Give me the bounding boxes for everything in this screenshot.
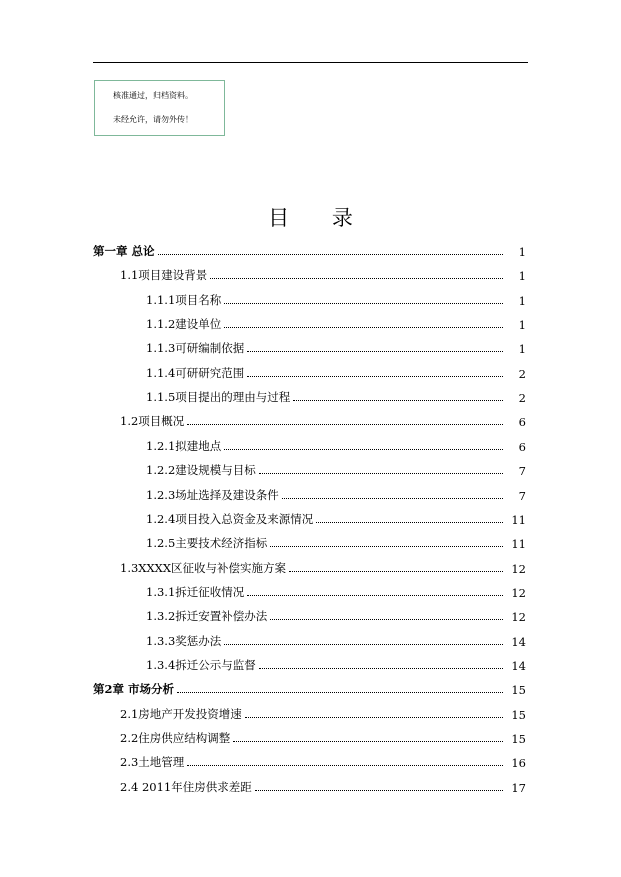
toc-entry-label: 1.1.1项目名称 [146, 292, 222, 307]
toc-entry[interactable] [93, 681, 526, 697]
toc-leader-dots [282, 498, 503, 499]
toc-entry[interactable] [146, 657, 526, 673]
toc-entry-label: 第一章 总论 [93, 244, 155, 258]
toc-entry-page: 6 [518, 439, 526, 454]
toc-entry-page: 7 [518, 488, 526, 503]
toc-entry[interactable] [146, 365, 526, 381]
archive-notice-box [94, 80, 225, 136]
toc-leader-dots [177, 692, 503, 693]
toc-entry[interactable] [120, 267, 526, 283]
toc-leader-dots [187, 424, 503, 425]
toc-entry-page: 12 [511, 561, 526, 576]
toc-leader-dots [245, 717, 503, 718]
toc-entry-label: 1.2.4项目投入总资金及来源情况 [146, 511, 314, 526]
toc-entry-page: 1 [518, 293, 526, 308]
toc-entry-page: 15 [511, 683, 526, 698]
toc-entry-page: 14 [511, 658, 526, 673]
toc-leader-dots [293, 400, 503, 401]
toc-entry-page: 14 [511, 634, 526, 649]
notice-line-1: 核准通过，归档资料。 [113, 91, 193, 100]
toc-leader-dots [224, 644, 503, 645]
toc-entry-label: 第2章 市场分析 [93, 682, 175, 697]
toc-leader-dots [259, 473, 503, 474]
toc-entry-label: 1.2.3场址选择及建设条件 [146, 487, 279, 502]
toc-entry-label: 1.3.2拆迁安置补偿办法 [146, 609, 268, 624]
toc-leader-dots [270, 546, 503, 547]
toc-entry-page: 11 [511, 537, 526, 552]
toc-entry-label: 1.1.4可研研究范围 [146, 365, 245, 380]
notice-line-2: 未经允许，请勿外传！ [113, 115, 193, 124]
toc-entry-label: 1.2.1拟建地点 [146, 438, 222, 453]
toc-entry-label: 1.2.2建设规模与目标 [146, 463, 256, 478]
toc-entry-label: 1.1.5项目提出的理由与过程 [146, 390, 291, 405]
toc-entry[interactable] [146, 438, 526, 454]
toc-entry-label: 1.3.3奖惩办法 [146, 633, 222, 648]
toc-entry-page: 2 [518, 366, 526, 381]
toc-entry[interactable] [146, 340, 526, 356]
toc-entry[interactable] [93, 243, 526, 259]
toc-entry-page: 1 [518, 245, 526, 259]
toc-entry[interactable] [146, 608, 526, 624]
toc-entry[interactable] [120, 779, 526, 795]
toc-entry-label: 1.3.4拆迁公示与监督 [146, 657, 256, 672]
toc-leader-dots [233, 741, 503, 742]
toc-leader-dots [247, 376, 503, 377]
toc-entry[interactable] [146, 389, 526, 405]
toc-entry-label: 1.3XXXX区征收与补偿实施方案 [120, 560, 287, 575]
toc-entry[interactable] [120, 730, 526, 746]
toc-entry[interactable] [120, 754, 526, 770]
toc-leader-dots [187, 765, 503, 766]
toc-leader-dots [247, 351, 503, 352]
toc-entry-page: 15 [511, 732, 526, 746]
toc-entry[interactable] [146, 511, 526, 527]
toc-entry-page: 11 [511, 512, 526, 527]
toc-entry-label: 1.2项目概况 [120, 414, 185, 429]
toc-entry-label: 1.1项目建设背景 [120, 268, 208, 283]
toc-title: 目 录 [268, 206, 371, 230]
toc-entry[interactable] [120, 706, 526, 722]
toc-entry-page: 7 [518, 464, 526, 479]
toc-entry[interactable] [146, 584, 526, 600]
toc-entry-page: 1 [518, 269, 526, 284]
toc-entry-label: 1.1.2建设单位 [146, 317, 222, 332]
toc-leader-dots [259, 668, 503, 669]
toc-entry-page: 1 [518, 318, 526, 333]
header-rule [93, 62, 528, 63]
toc-leader-dots [210, 278, 503, 279]
toc-entry[interactable] [146, 487, 526, 503]
toc-leader-dots [289, 571, 503, 572]
toc-leader-dots [224, 303, 503, 304]
toc-entry-page: 2 [518, 391, 526, 406]
toc-leader-dots [270, 619, 503, 620]
toc-leader-dots [158, 254, 503, 255]
toc-entry-page: 12 [511, 585, 526, 600]
toc-entry-label: 2.1房地产开发投资增速 [120, 706, 242, 721]
toc-entry-label: 2.3土地管理 [120, 755, 185, 770]
toc-entry[interactable] [120, 413, 526, 429]
toc-leader-dots [224, 327, 503, 328]
toc-entry-page: 1 [518, 342, 526, 357]
toc-entry-label: 1.1.3可研编制依据 [146, 341, 245, 356]
toc-entry-page: 16 [511, 756, 526, 771]
toc-entry[interactable] [146, 535, 526, 551]
toc-entry[interactable] [146, 633, 526, 649]
toc-entry-label: 1.2.5主要技术经济指标 [146, 536, 268, 551]
toc-leader-dots [224, 449, 503, 450]
toc-entry[interactable] [146, 316, 526, 332]
toc-entry-page: 6 [518, 415, 526, 430]
toc-entry[interactable] [120, 560, 526, 576]
toc-entry-label: 2.4 2011年住房供求差距 [120, 779, 252, 794]
toc-entry-label: 2.2住房供应结构调整 [120, 731, 231, 745]
toc-entry-label: 1.3.1拆迁征收情况 [146, 584, 245, 599]
toc-leader-dots [255, 790, 503, 791]
toc-leader-dots [247, 595, 503, 596]
toc-entry[interactable] [146, 462, 526, 478]
toc-leader-dots [316, 522, 503, 523]
toc-entry-page: 17 [511, 780, 526, 795]
toc-entry-page: 12 [511, 610, 526, 625]
toc-entry-page: 15 [511, 707, 526, 722]
toc-entry[interactable] [146, 292, 526, 308]
